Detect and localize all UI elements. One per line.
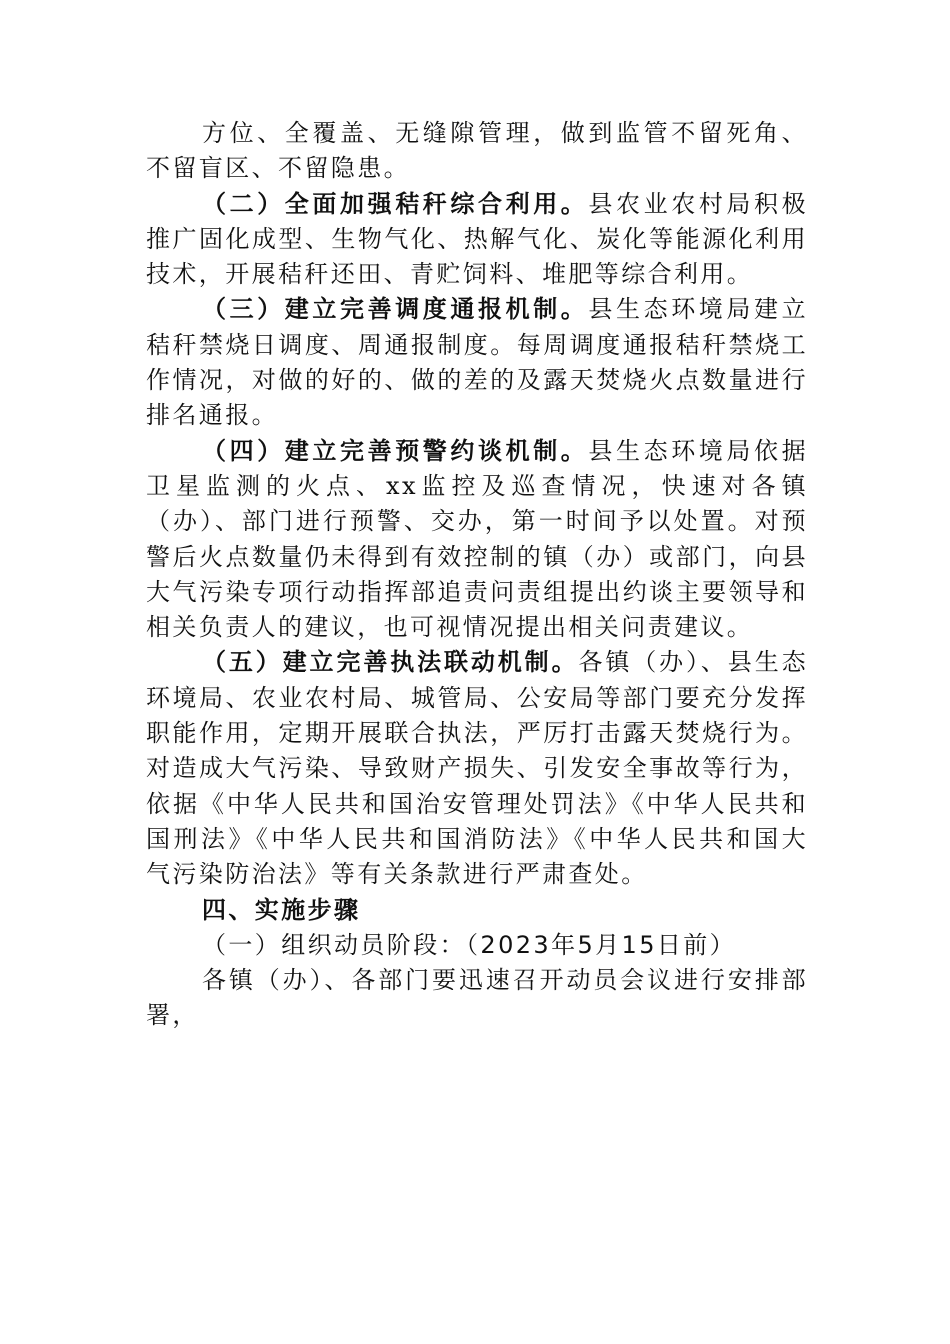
paragraph-lead-warning-mechanism: （四）建立完善预警约谈机制。	[202, 436, 589, 465]
subsection-heading: （一）组织动员阶段：（2023年5月15日前）	[202, 930, 737, 959]
paragraph-continuation: 方位、全覆盖、无缝隙管理，做到监管不留死角、不留盲区、不留隐患。	[146, 119, 808, 183]
paragraph-dispatch-mechanism	[146, 292, 808, 433]
paragraph-straw-utilization	[146, 187, 808, 293]
document-body	[146, 116, 808, 1034]
paragraph-text-enforcement-mechanism: 各镇（办）、县生态环境局、农业农村局、城管局、公安局等部门要充分发挥职能作用，定期开展联合执法，严厉打击露天焚烧行为。对造成大气污染、导致财产损失、引发安全事故等行为，依据《中华人民共和国治安管理处罚法》《中华人民共和国刑法》《中华人民共和国消防法》《中华人民共和国大气污染防治法》等有关条款进行严肃查处。	[146, 648, 808, 889]
paragraph-mobilization: 各镇（办）、各部门要迅速召开动员会议进行安排部署，	[146, 966, 808, 1030]
paragraph-warning-mechanism	[146, 434, 808, 646]
paragraph-lead-enforcement-mechanism: （五）建立完善执法联动机制。	[202, 648, 579, 677]
paragraph-lead-straw-utilization: （二）全面加强秸秆综合利用。	[202, 189, 589, 218]
paragraph-text-dispatch-mechanism: 县生态环境局建立秸秆禁烧日调度、周通报制度。每周调度通报秸秆禁烧工作情况，对做的好的、做的差的及露天焚烧火点数量进行排名通报。	[146, 295, 808, 430]
paragraph-lead-dispatch-mechanism: （三）建立完善调度通报机制。	[202, 295, 589, 324]
section-heading: 四、实施步骤	[202, 895, 361, 924]
paragraph-enforcement-mechanism	[146, 645, 808, 892]
paragraph-text-warning-mechanism: 县生态环境局依据卫星监测的火点、xx监控及巡查情况，快速对各镇（办）、部门进行预警、交办，第一时间予以处置。对预警后火点数量仍未得到有效控制的镇（办）或部门，向县大气污染专项行动指挥部追责问责组提出约谈主要领导和相关负责人的建议，也可视情况提出相关问责建议。	[146, 436, 808, 642]
paragraph-text-straw-utilization: 县农业农村局积极推广固化成型、生物气化、热解气化、炭化等能源化利用技术，开展秸秆还田、青贮饲料、堆肥等综合利用。	[146, 189, 808, 289]
